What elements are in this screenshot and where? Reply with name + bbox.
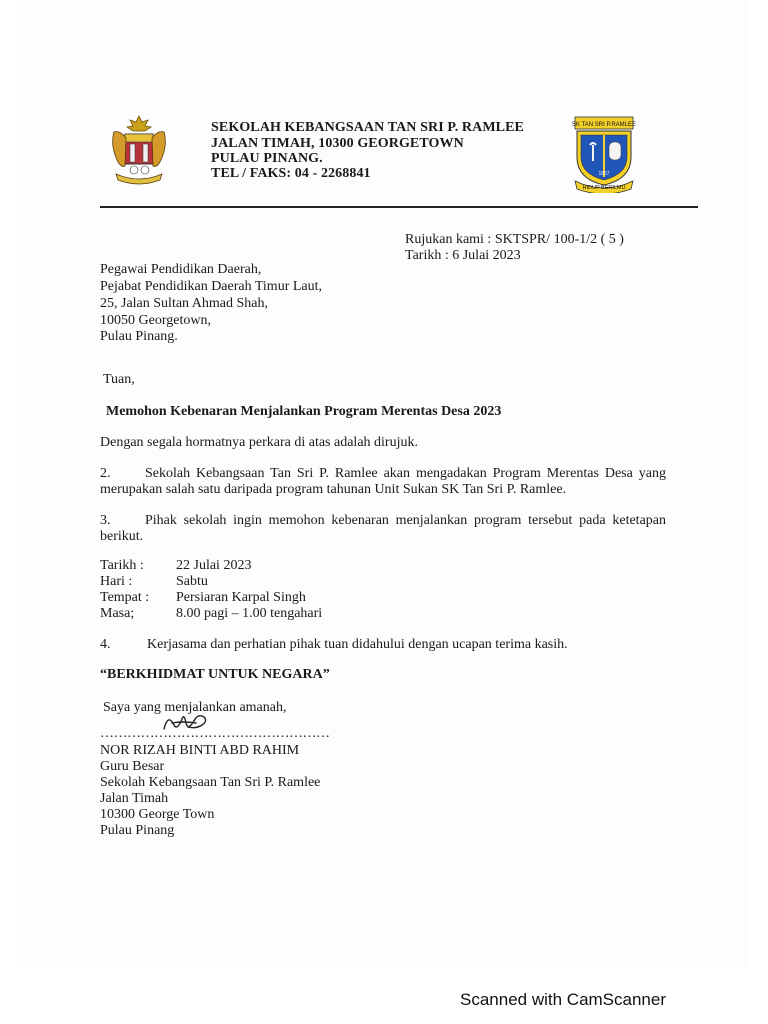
letterhead-divider: [100, 206, 698, 208]
svg-text:1867: 1867: [598, 171, 610, 177]
motto: “BERKHIDMAT UNTUK NEGARA”: [100, 667, 330, 682]
signatory-name: NOR RIZAH BINTI ABD RAHIM: [100, 743, 300, 758]
paragraph-2-line-2: merupakan salah satu daripada program tahunan Unit Sukan SK Tan Sri P. Ramlee.: [100, 482, 567, 497]
detail-label: Tempat :: [100, 590, 150, 605]
reference-number: Rujukan kami : SKTSPR/ 100-1/2 ( 5 ): [405, 232, 624, 247]
letterhead-line-4: TEL / FAKS: 04 - 2268841: [211, 166, 371, 181]
recipient-line: Pulau Pinang.: [100, 329, 178, 344]
detail-label: Tarikh :: [100, 558, 144, 573]
paragraph-number: 2.: [100, 466, 111, 481]
closing-line: Saya yang menjalankan amanah,: [103, 700, 287, 715]
detail-value: 22 Julai 2023: [176, 558, 252, 573]
recipient-line: 10050 Georgetown,: [100, 313, 211, 328]
signature-dotted-line: ……………………………………………: [100, 726, 330, 741]
paragraph-4-text: Kerjasama dan perhatian pihak tuan didahului dengan ucapan terima kasih.: [147, 637, 568, 652]
detail-value: 8.00 pagi – 1.00 tengahari: [176, 606, 323, 621]
signatory-line: 10300 George Town: [100, 807, 215, 822]
paragraph-number: 4.: [100, 637, 111, 652]
recipient-line: 25, Jalan Sultan Ahmad Shah,: [100, 296, 268, 311]
signatory-line: Sekolah Kebangsaan Tan Sri P. Ramlee: [100, 775, 321, 790]
paragraph-3-line-2: berikut.: [100, 529, 144, 544]
letterhead-line-1: SEKOLAH KEBANGSAAN TAN SRI P. RAMLEE: [211, 120, 524, 135]
svg-text:SK TAN SRI P.RAMLEE: SK TAN SRI P.RAMLEE: [571, 122, 637, 128]
svg-text:HIDUP BERILMU: HIDUP BERILMU: [582, 185, 626, 191]
school-crest-icon: [571, 115, 637, 193]
salutation: Tuan,: [103, 372, 135, 387]
signatory-line: Jalan Timah: [100, 791, 169, 806]
detail-label: Hari :: [100, 574, 133, 589]
opening-paragraph: Dengan segala hormatnya perkara di atas adalah dirujuk.: [100, 435, 418, 450]
scanner-watermark: Scanned with CamScanner: [460, 990, 667, 1009]
reference-date: Tarikh : 6 Julai 2023: [405, 248, 521, 263]
signatory-title: Guru Besar: [100, 759, 165, 774]
detail-value: Persiaran Karpal Singh: [176, 590, 306, 605]
subject-line: Memohon Kebenaran Menjalankan Program Merentas Desa 2023: [106, 404, 502, 419]
signatory-line: Pulau Pinang: [100, 823, 175, 838]
paragraph-3-line-1: Pihak sekolah ingin memohon kebenaran menjalankan program tersebut pada ketetapan: [145, 513, 666, 528]
detail-label: Masa;: [100, 606, 135, 621]
paragraph-2-line-1: Sekolah Kebangsaan Tan Sri P. Ramlee akan mengadakan Program Merentas Desa yang: [145, 466, 666, 481]
recipient-line: Pejabat Pendidikan Daerah Timur Laut,: [100, 279, 323, 294]
paragraph-number: 3.: [100, 513, 111, 528]
letterhead-line-3: PULAU PINANG.: [211, 151, 323, 166]
malaysia-coat-of-arms-icon: [108, 114, 170, 194]
letterhead-line-2: JALAN TIMAH, 10300 GEORGETOWN: [211, 136, 464, 151]
recipient-line: Pegawai Pendidikan Daerah,: [100, 262, 262, 277]
detail-value: Sabtu: [176, 574, 208, 589]
